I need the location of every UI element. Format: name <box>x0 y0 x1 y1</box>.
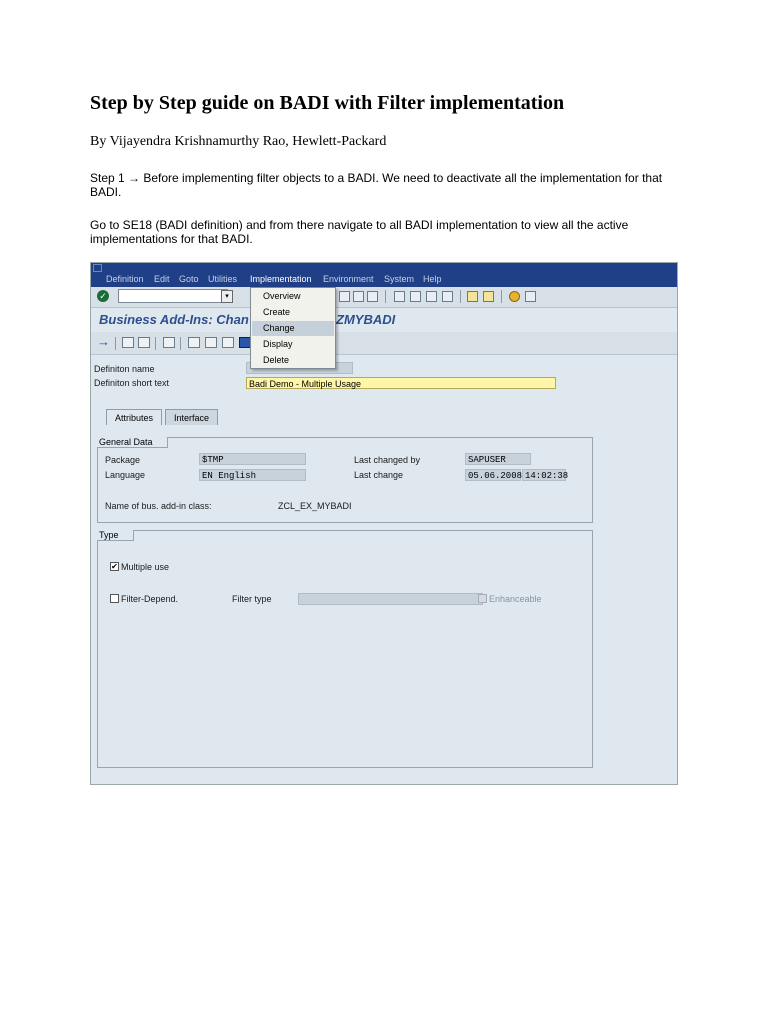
goto-paragraph: Go to SE18 (BADI definition) and from there navigate to all BADI implementation to view all the active implementations for that BADI. <box>90 218 629 246</box>
other-object-arrow-icon[interactable]: → <box>97 334 110 349</box>
addin-class-value: ZCL_EX_MYBADI <box>278 501 352 511</box>
new-session-icon[interactable] <box>467 291 478 302</box>
display-change-icon[interactable] <box>122 337 134 348</box>
enter-icon[interactable]: ✓ <box>97 290 109 302</box>
previous-page-icon[interactable] <box>410 291 421 302</box>
multiple-use-checkbox[interactable]: ✔ <box>111 562 118 571</box>
navigation-window-icon[interactable] <box>222 337 234 348</box>
where-used-icon[interactable] <box>188 337 200 348</box>
toolbar-separator <box>460 290 461 303</box>
addin-class-label: Name of bus. add-in class: <box>105 501 212 511</box>
last-page-icon[interactable] <box>442 291 453 302</box>
menu-item-display[interactable]: Display <box>263 339 293 349</box>
other-object-icon[interactable] <box>138 337 150 348</box>
filter-type-field[interactable] <box>298 593 483 605</box>
author-line: By Vijayendra Krishnamurthy Rao, Hewlett-Packard <box>90 134 387 149</box>
shortcut-icon[interactable] <box>483 291 494 302</box>
find-icon[interactable] <box>353 291 364 302</box>
layout-menu-icon[interactable] <box>525 291 536 302</box>
last-change-label: Last change <box>354 470 404 480</box>
last-changed-by-label: Last changed by <box>354 455 421 465</box>
filter-type-label: Filter type <box>232 594 272 604</box>
object-list-icon[interactable] <box>205 337 217 348</box>
menu-environment[interactable]: Environment <box>323 274 374 284</box>
menu-goto[interactable]: Goto <box>179 274 199 284</box>
application-toolbar <box>91 332 677 355</box>
menu-implementation[interactable]: Implementation <box>250 274 312 284</box>
definition-name-label: Definiton name <box>94 364 155 374</box>
menu-item-delete[interactable]: Delete <box>263 355 290 365</box>
package-field[interactable]: $TMP <box>199 453 306 465</box>
command-dropdown-icon[interactable]: ▾ <box>221 290 233 303</box>
filter-depend-label: Filter-Depend. <box>121 594 179 604</box>
implementation-dropdown-menu <box>250 287 336 369</box>
toolbar-separator <box>155 337 156 350</box>
general-data-title: General Data <box>97 437 168 448</box>
toolbar-separator <box>115 337 116 350</box>
sap-menu-bar <box>91 263 677 287</box>
filter-depend-checkbox[interactable] <box>110 594 119 603</box>
find-next-icon[interactable] <box>367 291 378 302</box>
last-change-time-field[interactable]: 14:02:38 <box>522 469 566 481</box>
next-page-icon[interactable] <box>426 291 437 302</box>
enhanceable-checkbox[interactable] <box>478 594 487 603</box>
help-icon[interactable] <box>509 291 520 302</box>
definition-short-text-field[interactable]: Badi Demo - Multiple Usage <box>246 377 556 389</box>
type-title: Type <box>97 530 134 541</box>
tab-interface[interactable]: Interface <box>165 409 218 425</box>
menu-utilities[interactable]: Utilities <box>208 274 238 284</box>
menu-definition[interactable]: Definition <box>106 274 144 284</box>
screen-title-badi-name: ZMYBADI <box>336 312 396 327</box>
print-icon[interactable] <box>339 291 350 302</box>
check-icon[interactable] <box>163 337 175 348</box>
page-title: Step by Step guide on BADI with Filter implementation <box>90 92 565 114</box>
toolbar-separator <box>501 290 502 303</box>
toolbar-separator <box>385 290 386 303</box>
last-change-date-field[interactable]: 05.06.2008 <box>465 469 521 481</box>
language-field[interactable]: EN English <box>199 469 306 481</box>
system-menu-icon[interactable] <box>93 264 102 272</box>
screen-title-bar <box>91 308 677 332</box>
package-label: Package <box>105 455 141 465</box>
tab-attributes[interactable]: Attributes <box>106 409 162 425</box>
menu-item-create[interactable]: Create <box>263 307 291 317</box>
command-field[interactable] <box>118 289 228 303</box>
toolbar-separator <box>180 337 181 350</box>
standard-toolbar <box>91 287 677 308</box>
step1-paragraph: Step 1 → Before implementing filter objects to a BADI. We need to deactivate all the implementation for that BADI. <box>90 171 663 199</box>
menu-system[interactable]: System <box>384 274 415 284</box>
definition-short-text-label: Definiton short text <box>94 378 170 388</box>
first-page-icon[interactable] <box>394 291 405 302</box>
menu-help[interactable]: Help <box>423 274 442 284</box>
language-label: Language <box>105 470 146 480</box>
multiple-use-label: Multiple use <box>121 562 170 572</box>
menu-item-overview[interactable]: Overview <box>263 291 301 301</box>
screen-title: Business Add-Ins: Chan <box>99 312 249 327</box>
menu-edit[interactable]: Edit <box>154 274 170 284</box>
type-frame <box>97 530 593 768</box>
sap-screenshot <box>90 262 678 785</box>
last-changed-by-field[interactable]: SAPUSER <box>465 453 531 465</box>
menu-item-change[interactable]: Change <box>252 321 334 336</box>
enhanceable-label: Enhanceable <box>489 594 542 604</box>
